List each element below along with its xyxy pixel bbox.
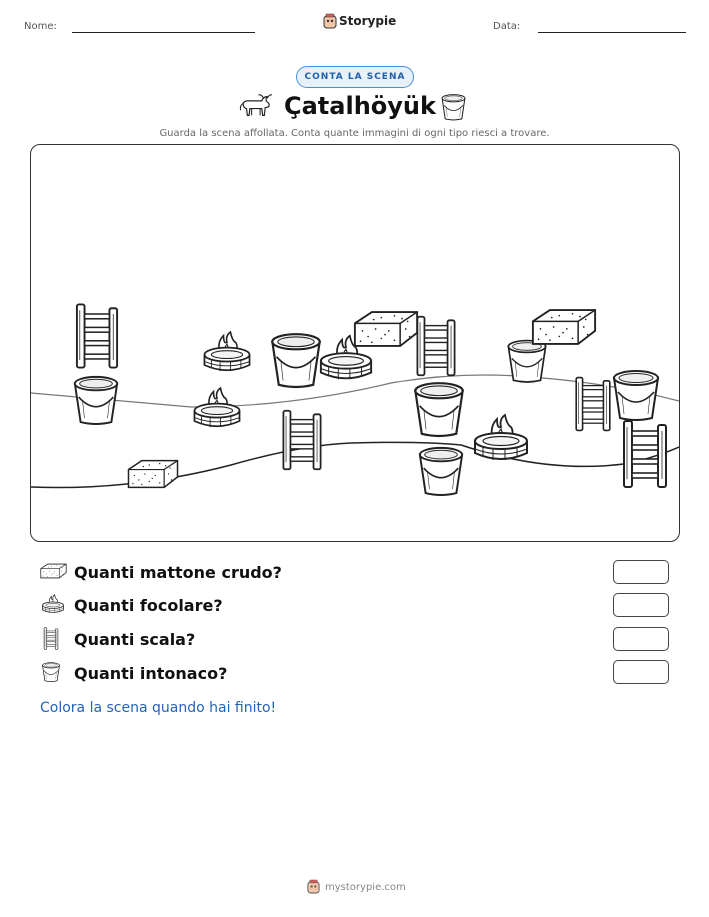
answer-box[interactable]	[613, 627, 669, 651]
plaster-bucket-icon	[41, 660, 61, 683]
answer-box[interactable]	[613, 560, 669, 584]
answer-box[interactable]	[613, 660, 669, 684]
mudbrick-icon	[531, 307, 597, 347]
ladder-icon	[622, 419, 668, 489]
plaster-bucket-icon	[268, 327, 324, 391]
question-row	[40, 660, 680, 686]
question-text: Quanti scala?	[74, 630, 196, 649]
ladder-icon	[42, 627, 60, 650]
hearth-icon	[201, 329, 253, 375]
mudbrick-icon	[353, 307, 419, 351]
date-label: Data:	[493, 21, 521, 32]
mudbrick-icon	[40, 562, 67, 580]
ladder-icon	[75, 301, 119, 371]
instructions: Guarda la scena affollata. Conta quante immagini di ogni tipo riesci a trovare.	[159, 128, 550, 139]
plaster-bucket-icon	[71, 371, 121, 427]
storypie-logo-icon	[323, 13, 337, 29]
mudbrick-icon	[127, 457, 179, 491]
bull-icon	[238, 91, 272, 121]
plaster-bucket-icon	[610, 365, 662, 423]
date-line[interactable]	[538, 32, 686, 33]
page-title: Çatalhöyük	[284, 92, 436, 120]
storypie-logo-icon	[307, 879, 320, 894]
hearth-icon	[191, 383, 243, 433]
hearth-icon	[471, 409, 531, 467]
activity-badge: CONTA LA SCENA	[296, 66, 414, 88]
plaster-bucket-icon	[411, 375, 467, 441]
plaster-bucket-icon	[416, 441, 466, 499]
name-line[interactable]	[72, 32, 255, 33]
ladder-icon	[573, 376, 613, 432]
footer-url[interactable]: mystorypie.com	[325, 882, 406, 893]
scene-frame	[30, 144, 680, 542]
plaster-bucket-icon	[440, 92, 467, 121]
hearth-icon	[41, 594, 65, 614]
question-text: Quanti focolare?	[74, 596, 223, 615]
question-row	[40, 593, 680, 619]
question-text: Quanti mattone crudo?	[74, 563, 282, 582]
brand-name: Storypie	[339, 14, 397, 28]
question-row	[40, 560, 680, 586]
storypie-logo	[323, 13, 397, 31]
footer	[307, 879, 407, 897]
color-instruction: Colora la scena quando hai finito!	[40, 700, 277, 716]
name-label: Nome:	[24, 21, 57, 32]
ladder-icon	[414, 315, 458, 377]
answer-box[interactable]	[613, 593, 669, 617]
question-text: Quanti intonaco?	[74, 664, 228, 683]
ladder-icon	[279, 409, 325, 471]
question-row	[40, 627, 680, 653]
